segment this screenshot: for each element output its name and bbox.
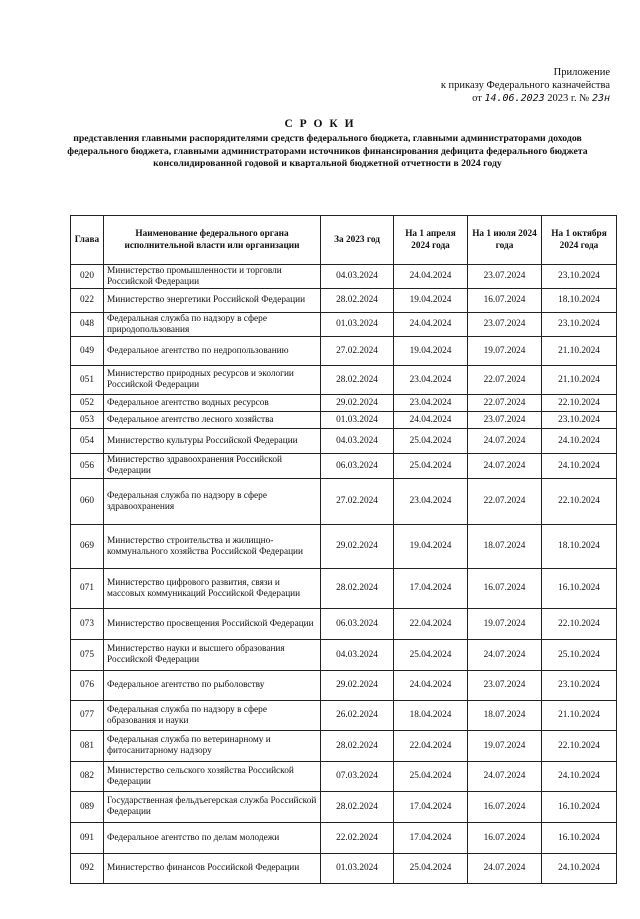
- deadline-july: 23.07.2024: [468, 412, 542, 429]
- deadline-2023: 26.02.2024: [321, 701, 394, 731]
- table-row: [71, 731, 617, 762]
- deadline-april: 24.04.2024: [394, 313, 468, 337]
- organization-name: Министерство энергетики Российской Федерации: [104, 289, 321, 313]
- table-row: [71, 569, 617, 609]
- table-row: [71, 412, 617, 429]
- organization-name: Федеральное агентство по рыболовству: [104, 671, 321, 701]
- deadline-october: 24.10.2024: [542, 854, 617, 884]
- table-row: [71, 762, 617, 792]
- deadline-april: 22.04.2024: [394, 731, 468, 762]
- deadline-july: 24.07.2024: [468, 640, 542, 671]
- deadline-2023: 06.03.2024: [321, 454, 394, 479]
- table-row: [71, 395, 617, 412]
- organization-name: Министерство финансов Российской Федерации: [104, 854, 321, 884]
- deadline-october: 24.10.2024: [542, 429, 617, 454]
- deadline-april: 25.04.2024: [394, 640, 468, 671]
- table-row: [71, 823, 617, 854]
- chapter-code: 051: [71, 366, 104, 395]
- deadline-july: 24.07.2024: [468, 454, 542, 479]
- deadline-2023: 01.03.2024: [321, 854, 394, 884]
- appendix-order-line: [380, 92, 610, 105]
- organization-name: Министерство здравоохранения Российской Федерации: [104, 454, 321, 479]
- deadline-april: 25.04.2024: [394, 854, 468, 884]
- deadline-october: 16.10.2024: [542, 823, 617, 854]
- chapter-code: 089: [71, 792, 104, 823]
- chapter-code: 092: [71, 854, 104, 884]
- table-row: [71, 366, 617, 395]
- deadline-april: 25.04.2024: [394, 429, 468, 454]
- deadline-july: 19.07.2024: [468, 337, 542, 366]
- deadline-october: 21.10.2024: [542, 366, 617, 395]
- deadline-july: 22.07.2024: [468, 395, 542, 412]
- header-chapter: Глава: [71, 216, 104, 265]
- deadline-october: 25.10.2024: [542, 640, 617, 671]
- deadline-october: 23.10.2024: [542, 313, 617, 337]
- deadline-october: 23.10.2024: [542, 671, 617, 701]
- deadline-april: 18.04.2024: [394, 701, 468, 731]
- organization-name: Федеральная служба по ветеринарному и фитосанитарному надзору: [104, 731, 321, 762]
- deadline-2023: 06.03.2024: [321, 609, 394, 640]
- chapter-code: 022: [71, 289, 104, 313]
- chapter-code: 073: [71, 609, 104, 640]
- organization-name: Министерство промышленности и торговли Российской Федерации: [104, 265, 321, 289]
- deadline-2023: 29.02.2024: [321, 671, 394, 701]
- table-body: [71, 265, 617, 884]
- organization-name: Федеральное агентство водных ресурсов: [104, 395, 321, 412]
- deadline-october: 22.10.2024: [542, 395, 617, 412]
- table-row: [71, 640, 617, 671]
- deadline-april: 25.04.2024: [394, 762, 468, 792]
- appendix-year-text: 2023 г. №: [547, 93, 590, 104]
- organization-name: Федеральная служба по надзору в сфере здравоохранения: [104, 479, 321, 525]
- deadline-2023: 28.02.2024: [321, 366, 394, 395]
- deadline-april: 23.04.2024: [394, 395, 468, 412]
- deadline-october: 21.10.2024: [542, 701, 617, 731]
- deadline-july: 24.07.2024: [468, 762, 542, 792]
- document-subtitle: представления главными распорядителями средств федерального бюджета, главными администраторами доходов федерального бюджета, главными администраторами источников финансирования дефицита федерального бюджета консолидированной годовой и квартальной бюджетной отчетности в 2024 году: [67, 133, 588, 169]
- chapter-code: 091: [71, 823, 104, 854]
- deadline-july: 22.07.2024: [468, 366, 542, 395]
- deadline-july: 23.07.2024: [468, 671, 542, 701]
- header-july: На 1 июля 2024 года: [468, 216, 542, 265]
- chapter-code: 076: [71, 671, 104, 701]
- deadline-april: 19.04.2024: [394, 525, 468, 569]
- deadline-october: 21.10.2024: [542, 337, 617, 366]
- chapter-code: 056: [71, 454, 104, 479]
- deadline-july: 24.07.2024: [468, 854, 542, 884]
- organization-name: Федеральное агентство по недропользованию: [104, 337, 321, 366]
- organization-name: Министерство строительства и жилищно-коммунального хозяйства Российской Федерации: [104, 525, 321, 569]
- chapter-code: 054: [71, 429, 104, 454]
- deadline-october: 22.10.2024: [542, 609, 617, 640]
- organization-name: Министерство природных ресурсов и экологии Российской Федерации: [104, 366, 321, 395]
- table-row: [71, 701, 617, 731]
- deadline-july: 18.07.2024: [468, 701, 542, 731]
- appendix-order-ref: к приказу Федерального казначейства: [440, 80, 610, 91]
- deadline-april: 17.04.2024: [394, 823, 468, 854]
- organization-name: Федеральная служба по надзору в сфере образования и науки: [104, 701, 321, 731]
- deadline-2023: 04.03.2024: [321, 640, 394, 671]
- deadline-july: 23.07.2024: [468, 265, 542, 289]
- deadline-july: 19.07.2024: [468, 609, 542, 640]
- chapter-code: 075: [71, 640, 104, 671]
- deadline-october: 16.10.2024: [542, 792, 617, 823]
- chapter-code: 020: [71, 265, 104, 289]
- deadline-july: 16.07.2024: [468, 823, 542, 854]
- deadline-2023: 29.02.2024: [321, 525, 394, 569]
- deadline-july: 24.07.2024: [468, 429, 542, 454]
- chapter-code: 069: [71, 525, 104, 569]
- organization-name: Министерство сельского хозяйства Российской Федерации: [104, 762, 321, 792]
- deadline-april: 23.04.2024: [394, 366, 468, 395]
- deadline-april: 24.04.2024: [394, 412, 468, 429]
- table-row: [71, 671, 617, 701]
- organization-name: Федеральное агентство лесного хозяйства: [104, 412, 321, 429]
- organization-name: Федеральное агентство по делам молодежи: [104, 823, 321, 854]
- deadline-july: 22.07.2024: [468, 479, 542, 525]
- deadline-2023: 07.03.2024: [321, 762, 394, 792]
- document-title: С Р О К И: [284, 118, 356, 130]
- deadline-2023: 04.03.2024: [321, 265, 394, 289]
- deadlines-table: [70, 215, 617, 884]
- deadline-2023: 28.02.2024: [321, 792, 394, 823]
- table-row: [71, 609, 617, 640]
- deadline-april: 17.04.2024: [394, 569, 468, 609]
- organization-name: Министерство цифрового развития, связи и массовых коммуникаций Российской Федерации: [104, 569, 321, 609]
- header-october: На 1 октября 2024 года: [542, 216, 617, 265]
- deadline-october: 23.10.2024: [542, 265, 617, 289]
- appendix-prefix: от: [472, 93, 482, 104]
- deadline-july: 18.07.2024: [468, 525, 542, 569]
- chapter-code: 052: [71, 395, 104, 412]
- handwritten-number: 23н: [591, 93, 610, 104]
- table-row: [71, 454, 617, 479]
- organization-name: Министерство просвещения Российской Федерации: [104, 609, 321, 640]
- chapter-code: 049: [71, 337, 104, 366]
- deadline-2023: 27.02.2024: [321, 337, 394, 366]
- deadline-july: 16.07.2024: [468, 289, 542, 313]
- deadline-october: 24.10.2024: [542, 454, 617, 479]
- organization-name: Государственная фельдъегерская служба Российской Федерации: [104, 792, 321, 823]
- table-row: [71, 429, 617, 454]
- deadline-2023: 01.03.2024: [321, 412, 394, 429]
- deadline-october: 22.10.2024: [542, 479, 617, 525]
- organization-name: Министерство науки и высшего образования Российской Федерации: [104, 640, 321, 671]
- deadline-april: 25.04.2024: [394, 454, 468, 479]
- deadline-april: 24.04.2024: [394, 671, 468, 701]
- table-row: [71, 337, 617, 366]
- handwritten-date: 14.06.2023: [484, 93, 545, 104]
- chapter-code: 060: [71, 479, 104, 525]
- deadline-2023: 28.02.2024: [321, 289, 394, 313]
- deadline-2023: 28.02.2024: [321, 731, 394, 762]
- organization-name: Федеральная служба по надзору в сфере природопользования: [104, 313, 321, 337]
- header-april: На 1 апреля 2024 года: [394, 216, 468, 265]
- deadline-july: 16.07.2024: [468, 792, 542, 823]
- deadline-april: 22.04.2024: [394, 609, 468, 640]
- deadline-2023: 27.02.2024: [321, 479, 394, 525]
- header-year-2023: За 2023 год: [321, 216, 394, 265]
- table-row: [71, 265, 617, 289]
- deadline-october: 22.10.2024: [542, 731, 617, 762]
- table-row: [71, 792, 617, 823]
- deadline-2023: 04.03.2024: [321, 429, 394, 454]
- appendix-block: [380, 66, 610, 105]
- header-organization: Наименование федерального органа исполнительной власти или организации: [104, 216, 321, 265]
- table-row: [71, 479, 617, 525]
- deadline-october: 23.10.2024: [542, 412, 617, 429]
- deadline-2023: 22.02.2024: [321, 823, 394, 854]
- deadline-2023: 29.02.2024: [321, 395, 394, 412]
- deadline-april: 19.04.2024: [394, 337, 468, 366]
- organization-name: Министерство культуры Российской Федерации: [104, 429, 321, 454]
- appendix-label: Приложение: [553, 67, 610, 78]
- table-header-row: [71, 216, 617, 265]
- chapter-code: 071: [71, 569, 104, 609]
- chapter-code: 048: [71, 313, 104, 337]
- chapter-code: 077: [71, 701, 104, 731]
- deadline-october: 18.10.2024: [542, 289, 617, 313]
- table-row: [71, 313, 617, 337]
- deadline-july: 16.07.2024: [468, 569, 542, 609]
- deadline-october: 18.10.2024: [542, 525, 617, 569]
- deadline-july: 23.07.2024: [468, 313, 542, 337]
- deadline-october: 24.10.2024: [542, 762, 617, 792]
- deadline-april: 24.04.2024: [394, 265, 468, 289]
- chapter-code: 081: [71, 731, 104, 762]
- deadline-april: 17.04.2024: [394, 792, 468, 823]
- chapter-code: 082: [71, 762, 104, 792]
- deadline-july: 19.07.2024: [468, 731, 542, 762]
- table-row: [71, 289, 617, 313]
- chapter-code: 053: [71, 412, 104, 429]
- deadline-october: 16.10.2024: [542, 569, 617, 609]
- deadline-april: 23.04.2024: [394, 479, 468, 525]
- deadline-2023: 28.02.2024: [321, 569, 394, 609]
- table-row: [71, 525, 617, 569]
- deadline-2023: 01.03.2024: [321, 313, 394, 337]
- deadline-april: 19.04.2024: [394, 289, 468, 313]
- table-row: [71, 854, 617, 884]
